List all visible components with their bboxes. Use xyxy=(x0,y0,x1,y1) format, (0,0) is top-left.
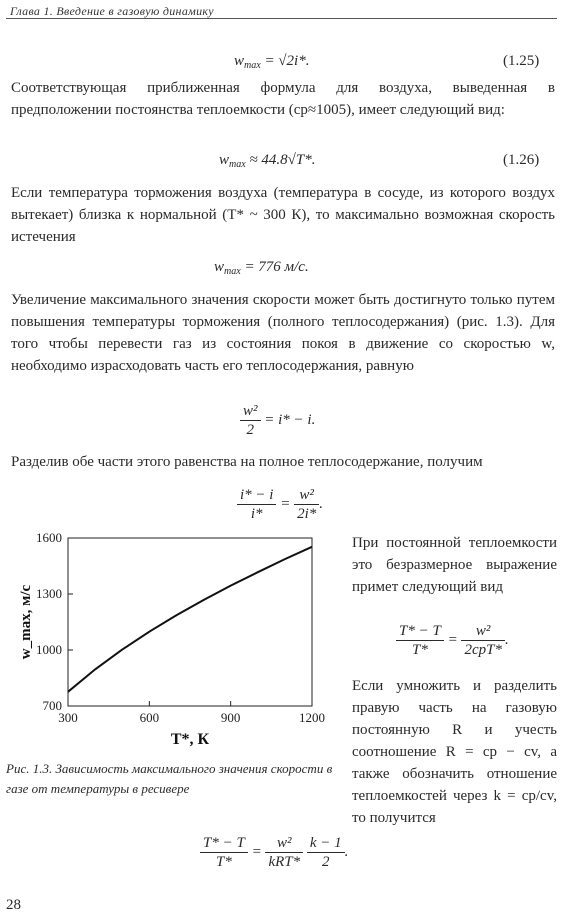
y-tick-label: 1300 xyxy=(36,586,62,601)
paragraph-constant-heat: При постоянной теплоемкости это безразмерное выражение примет следующий вид xyxy=(352,535,557,595)
paragraph-gas-constant: Если умножить и разделить правую часть на газовую постоянную R и учесть соотношение R = cp − cv, а также обозначить отношение теплоемкостей через k = cp/cv, то получится xyxy=(352,678,557,826)
paragraph-max-velocity: Увеличение максимального значения скорости может быть достигнуто только путем повышения температуры торможения (полного теплосодержания) (рис. 1.3). Для того чтобы перевести газ из состояния покоя в движение со скоростью w, необходимо израсходовать часть его теплосодержания, равную xyxy=(11,292,555,374)
equation-1-25: $w_{max} = √2i*$. xyxy=(234,53,310,71)
page-number: 28 xyxy=(6,897,21,913)
figure-caption: Рис. 1.3. Зависимость максимального значения скорости в газе от температуры в ресивере xyxy=(6,761,333,796)
running-header: Глава 1. Введение в газовую динамику xyxy=(10,4,214,18)
x-tick-label: 300 xyxy=(58,710,78,725)
equation-1-26: $w_{max} \approx 44.8√T*$. xyxy=(219,152,316,170)
equation-ratio-temperature: $\frac{T* - T}{T*}$ = $\frac{\text{w²}}{\text{2cpT*}}$ . xyxy=(396,622,509,659)
y-tick-label: 1000 xyxy=(36,642,62,657)
equation-number-1-26: (1.26) xyxy=(503,152,540,168)
y-tick-label: 700 xyxy=(42,698,62,713)
equation-final: $\frac{T* - T}{T*}$ = $\frac{\text{w²}}{\text{kRT*}}$ $\frac{k - 1}{2}$ . xyxy=(200,834,348,871)
velocity-temperature-chart xyxy=(10,524,350,754)
series-line xyxy=(68,547,312,692)
x-tick-label: 600 xyxy=(139,710,160,725)
paragraph-formula-air: Соответствующая приближенная формула для воздуха, выведенная в предположении постоянства теплоемкости (cp≈1005), имеет следующий вид: xyxy=(11,80,555,118)
equation-ratio: $\frac{i* - i}{i*}$ = $\frac{\text{w²}}{2i*}$ . xyxy=(237,486,323,523)
y-tick-label: 1600 xyxy=(36,530,62,545)
x-tick-label: 900 xyxy=(220,710,241,725)
equation-kinetic: $\frac{\text{w²}}{2}$ = i* − i. xyxy=(240,402,315,439)
equation-776: $w_{max} = 776$ м/с. xyxy=(214,259,309,277)
x-tick-label: 1200 xyxy=(299,710,325,725)
paragraph-stagnation-temp: Если температура торможения воздуха (температура в сосуде, из которого воздух вытекает) близка к нормальной (T* ~ 300 К), то максимально возможная скорость истечения xyxy=(11,185,555,245)
paragraph-divide: Разделив обе части этого равенства на полное теплосодержание, получим xyxy=(11,454,483,470)
y-axis-label: w_max, м/с xyxy=(18,584,34,660)
header-rule xyxy=(6,18,557,19)
equation-number-1-25: (1.25) xyxy=(503,53,540,69)
x-axis-label: T*, К xyxy=(170,731,210,748)
